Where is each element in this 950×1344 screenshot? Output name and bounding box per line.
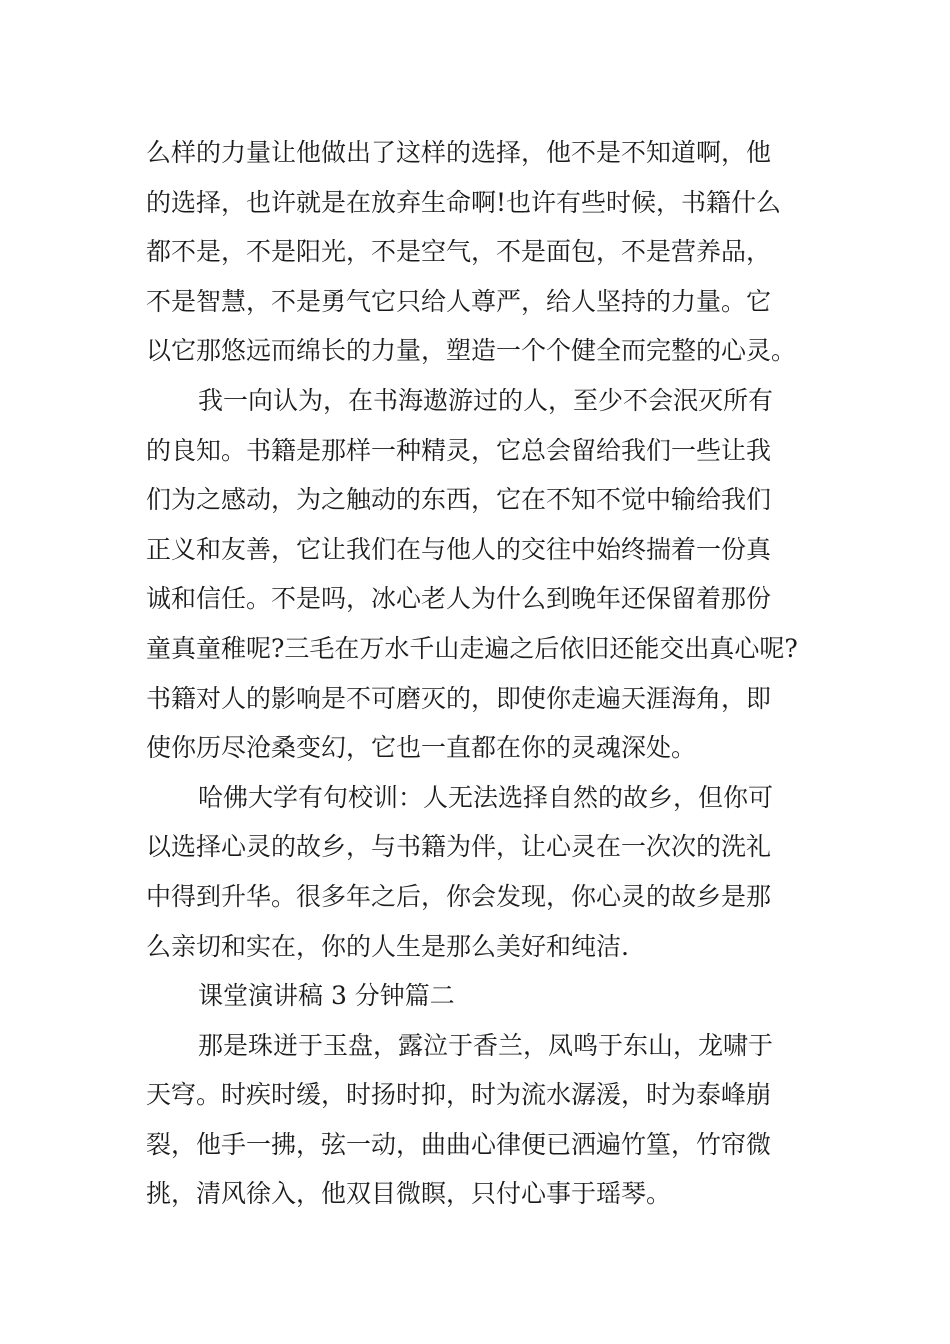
text-line: 的良知。书籍是那样一种精灵，它总会留给我们一些让我: [146, 435, 772, 465]
text-line: 的选择，也许就是在放弃生命啊!也许有些时候，书籍什么: [146, 187, 782, 217]
text-line: 那是珠迸于玉盘，露泣于香兰，凤鸣于东山，龙啸于: [198, 1030, 774, 1060]
text-line: 书籍对人的影响是不可磨灭的，即使你走遍天涯海角，即: [146, 683, 772, 713]
text-line: 以选择心灵的故乡，与书籍为伴，让心灵在一次次的洗礼: [146, 832, 772, 862]
paragraph: [146, 376, 816, 773]
text-line: 不是智慧，不是勇气它只给人尊严，给人坚持的力量。它: [146, 286, 772, 316]
text-line: 以它那悠远而绵长的力量，塑造一个个健全而完整的心灵。: [146, 336, 797, 366]
text-line: 们为之感动，为之触动的东西，它在不知不觉中输给我们: [146, 485, 772, 515]
paragraph: [146, 1021, 816, 1219]
text-line: 哈佛大学有句校训：人无法选择自然的故乡，但你可: [198, 782, 774, 812]
paragraph: [146, 128, 816, 376]
document-body: [146, 128, 816, 1219]
paragraph: [146, 773, 816, 971]
text-line: 么亲切和实在，你的人生是那么美好和纯洁.: [146, 931, 629, 961]
text-line: 正义和友善，它让我们在与他人的交往中始终揣着一份真: [146, 534, 772, 564]
text-line: 使你历尽沧桑变幻，它也一直都在你的灵魂深处。: [146, 733, 697, 763]
section-heading: [146, 971, 816, 1021]
text-line: 我一向认为，在书海遨游过的人，至少不会泯灭所有: [198, 385, 774, 415]
text-line: 中得到升华。很多年之后，你会发现，你心灵的故乡是那: [146, 881, 772, 911]
text-line: 挑，清风徐入，他双目微瞑，只付心事于瑶琴。: [146, 1179, 672, 1209]
text-line: 裂，他手一拂，弦一动，曲曲心律便已洒遍竹篁，竹帘微: [146, 1129, 772, 1159]
text-line: 天穹。时疾时缓，时扬时抑，时为流水潺湲，时为泰峰崩: [146, 1080, 772, 1110]
text-line: 诚和信任。不是吗，冰心老人为什么到晚年还保留着那份: [146, 584, 772, 614]
text-line: 课堂演讲稿 3 分钟篇二: [198, 981, 455, 1011]
text-line: 么样的力量让他做出了这样的选择，他不是不知道啊，他: [146, 138, 772, 167]
text-line: 童真童稚呢?三毛在万水千山走遍之后依旧还能交出真心呢?: [146, 633, 798, 663]
text-line: 都不是，不是阳光，不是空气，不是面包，不是营养品，: [146, 237, 772, 267]
